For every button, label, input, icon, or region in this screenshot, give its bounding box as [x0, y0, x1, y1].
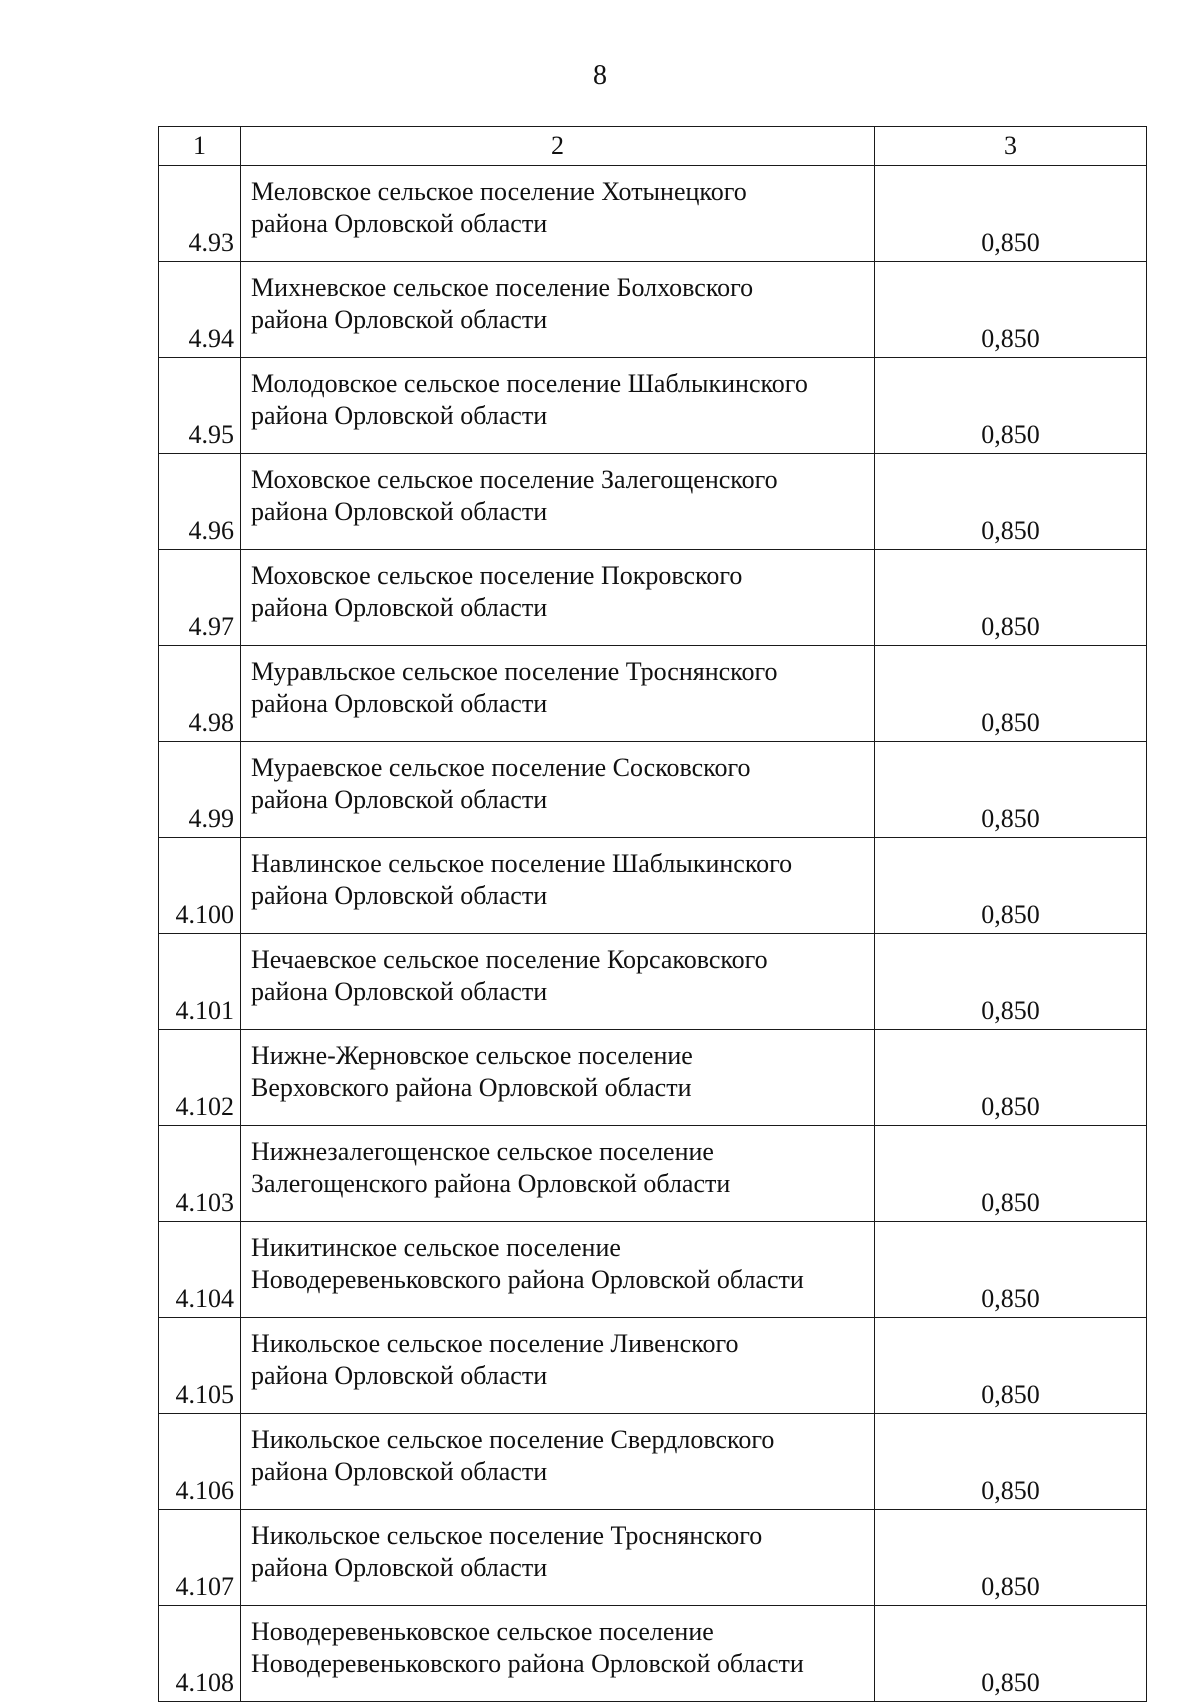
settlement-name-line: Молодовское сельское поселение Шаблыкинского [251, 369, 808, 398]
row-number: 4.101 [159, 934, 241, 1030]
table-row [159, 358, 1147, 454]
row-number: 4.99 [159, 742, 241, 838]
table-row [159, 1222, 1147, 1318]
coefficient-value: 0,850 [875, 838, 1147, 934]
coefficient-value: 0,850 [875, 166, 1147, 262]
settlement-name [241, 1222, 875, 1318]
row-number: 4.100 [159, 838, 241, 934]
coefficient-value: 0,850 [875, 1030, 1147, 1126]
table-row [159, 1606, 1147, 1702]
settlement-name-line: Моховское сельское поселение Залегощенского [251, 465, 778, 494]
settlement-name [241, 1606, 875, 1702]
coefficient-value: 0,850 [875, 742, 1147, 838]
settlement-name-line: Верховского района Орловской области [251, 1073, 692, 1102]
coefficient-value: 0,850 [875, 934, 1147, 1030]
table-row [159, 166, 1147, 262]
coefficient-value: 0,850 [875, 550, 1147, 646]
coefficient-value: 0,850 [875, 1510, 1147, 1606]
settlement-name-line: района Орловской области [251, 689, 548, 718]
settlement-name-line: района Орловской области [251, 305, 548, 334]
coefficient-value: 0,850 [875, 1606, 1147, 1702]
settlement-name-line: района Орловской области [251, 1457, 548, 1486]
table-row [159, 646, 1147, 742]
coefficient-value: 0,850 [875, 358, 1147, 454]
table-row [159, 550, 1147, 646]
column-header: 1 [159, 127, 241, 166]
settlement-name-line: Моховское сельское поселение Покровского [251, 561, 743, 590]
settlement-name-line: Новодеревеньковское сельское поселение [251, 1617, 714, 1646]
coefficient-value: 0,850 [875, 262, 1147, 358]
settlement-name [241, 454, 875, 550]
row-number: 4.102 [159, 1030, 241, 1126]
settlement-name-line: района Орловской области [251, 401, 548, 430]
settlement-name [241, 646, 875, 742]
settlement-name [241, 358, 875, 454]
column-header: 3 [875, 127, 1147, 166]
coefficient-value: 0,850 [875, 1318, 1147, 1414]
settlements-table [158, 126, 1147, 1702]
table-row [159, 454, 1147, 550]
row-number: 4.106 [159, 1414, 241, 1510]
row-number: 4.96 [159, 454, 241, 550]
column-header: 2 [241, 127, 875, 166]
row-number: 4.104 [159, 1222, 241, 1318]
table-row [159, 1030, 1147, 1126]
table-row [159, 1126, 1147, 1222]
row-number: 4.93 [159, 166, 241, 262]
coefficient-value: 0,850 [875, 646, 1147, 742]
settlement-name-line: Нечаевское сельское поселение Корсаковского [251, 945, 768, 974]
settlement-name-line: района Орловской области [251, 593, 548, 622]
settlement-name-line: района Орловской области [251, 1553, 548, 1582]
settlement-name [241, 838, 875, 934]
settlement-name-line: Никольское сельское поселение Ливенского [251, 1329, 739, 1358]
settlement-name-line: Никитинское сельское поселение [251, 1233, 621, 1262]
table-body [159, 127, 1147, 1702]
settlement-name-line: района Орловской области [251, 497, 548, 526]
table-row [159, 934, 1147, 1030]
page-number: 8 [593, 60, 607, 91]
settlement-name [241, 1126, 875, 1222]
coefficient-value: 0,850 [875, 454, 1147, 550]
settlement-name [241, 550, 875, 646]
header-row [159, 127, 1147, 166]
settlement-name-line: района Орловской области [251, 209, 548, 238]
table-row [159, 1414, 1147, 1510]
settlement-name-line: Мураевское сельское поселение Сосковского [251, 753, 751, 782]
settlement-name [241, 1318, 875, 1414]
settlement-name-line: Нижне-Жерновское сельское поселение [251, 1041, 693, 1070]
settlement-name-line: района Орловской области [251, 785, 548, 814]
row-number: 4.105 [159, 1318, 241, 1414]
settlement-name-line: Навлинское сельское поселение Шаблыкинского [251, 849, 793, 878]
row-number: 4.94 [159, 262, 241, 358]
settlement-name [241, 262, 875, 358]
settlement-name [241, 166, 875, 262]
settlement-name-line: Михневское сельское поселение Болховского [251, 273, 754, 302]
settlement-name [241, 742, 875, 838]
settlement-name [241, 1414, 875, 1510]
table-row [159, 1510, 1147, 1606]
settlement-name-line: района Орловской области [251, 977, 548, 1006]
row-number: 4.97 [159, 550, 241, 646]
coefficient-value: 0,850 [875, 1126, 1147, 1222]
coefficient-value: 0,850 [875, 1414, 1147, 1510]
settlement-name-line: района Орловской области [251, 1361, 548, 1390]
table-row [159, 1318, 1147, 1414]
settlement-name [241, 934, 875, 1030]
settlement-name-line: Новодеревеньковского района Орловской области [251, 1649, 804, 1678]
settlement-name [241, 1510, 875, 1606]
settlement-name-line: Залегощенского района Орловской области [251, 1169, 731, 1198]
settlement-name-line: Муравльское сельское поселение Троснянского [251, 657, 778, 686]
coefficient-value: 0,850 [875, 1222, 1147, 1318]
row-number: 4.108 [159, 1606, 241, 1702]
settlement-name-line: Никольское сельское поселение Троснянского [251, 1521, 763, 1550]
settlement-name-line: Нижнезалегощенское сельское поселение [251, 1137, 714, 1166]
table-row [159, 742, 1147, 838]
settlement-name-line: района Орловской области [251, 881, 548, 910]
table-row [159, 838, 1147, 934]
settlement-name [241, 1030, 875, 1126]
row-number: 4.103 [159, 1126, 241, 1222]
table-row [159, 262, 1147, 358]
row-number: 4.95 [159, 358, 241, 454]
row-number: 4.98 [159, 646, 241, 742]
settlement-name-line: Новодеревеньковского района Орловской области [251, 1265, 804, 1294]
settlement-name-line: Меловское сельское поселение Хотынецкого [251, 177, 747, 206]
settlement-name-line: Никольское сельское поселение Свердловского [251, 1425, 775, 1454]
row-number: 4.107 [159, 1510, 241, 1606]
